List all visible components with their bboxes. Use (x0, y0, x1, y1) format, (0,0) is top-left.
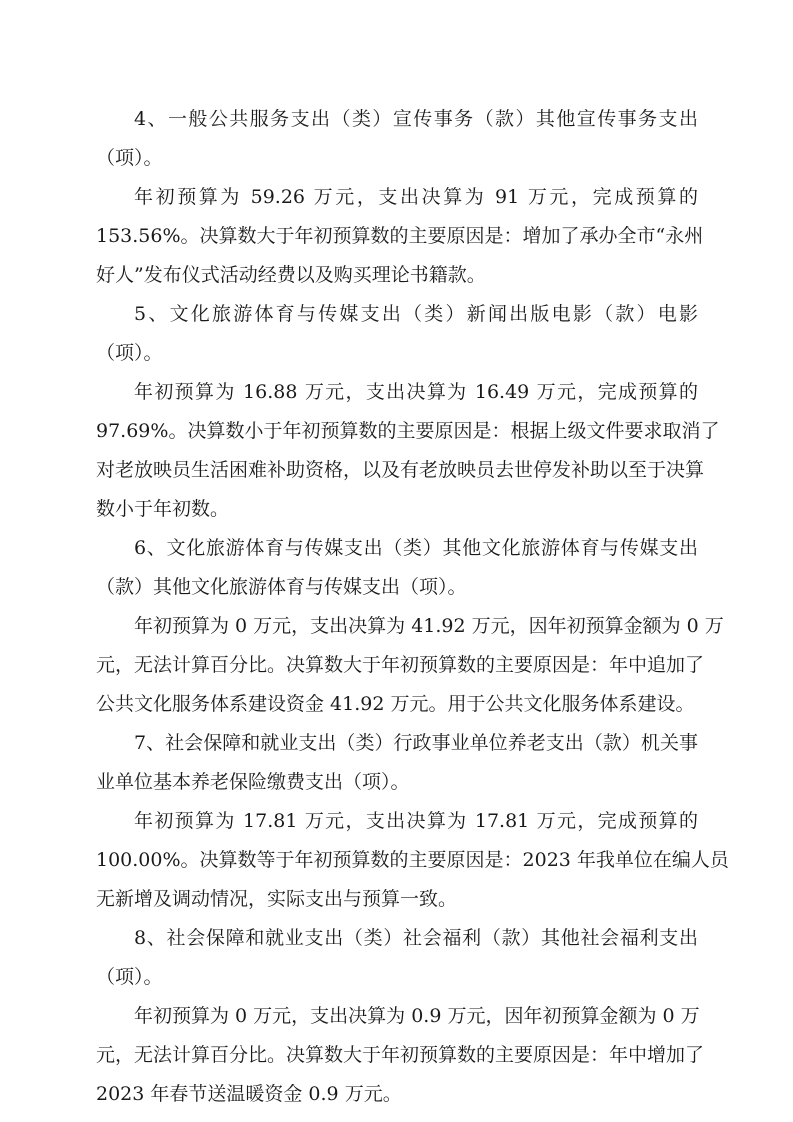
section-8-body-line-2: 元，无法计算百分比。决算数大于年初预算数的主要原因是：年中增加了 (96, 1044, 705, 1066)
section-5-heading-line-2: （项）。 (96, 342, 163, 364)
section-4-body-line-1: 年初预算为 59.26 万元，支出决算为 91 万元，完成预算的 (134, 186, 698, 208)
section-4-heading-line-2: （项）。 (96, 147, 163, 169)
section-7-heading-line-2: 业单位基本养老保险缴费支出（项）。 (96, 771, 410, 793)
section-6-body-line-3: 公共文化服务体系建设资金 41.92 万元。用于公共文化服务体系建设。 (96, 693, 695, 715)
section-4-body-line-2: 153.56%。决算数大于年初预算数的主要原因是：增加了承办全市“永州 (96, 225, 704, 247)
section-6-body-line-1: 年初预算为 0 万元，支出决算为 41.92 万元，因年初预算金额为 0 万 (134, 615, 724, 637)
section-6-body-line-2: 元，无法计算百分比。决算数大于年初预算数的主要原因是：年中追加了 (96, 654, 705, 676)
section-5-heading-line-1: 5、文化旅游体育与传媒支出（类）新闻出版电影（款）电影 (134, 303, 698, 325)
section-8-body-line-1: 年初预算为 0 万元，支出决算为 0.9 万元，因年初预算金额为 0 万 (134, 1005, 700, 1027)
section-7-heading-line-1: 7、社会保障和就业支出（类）行政事业单位养老支出（款）机关事 (134, 732, 698, 754)
section-5-body-line-3: 对老放映员生活困难补助资格，以及有老放映员去世停发补助以至于决算 (96, 459, 705, 481)
section-7-body-line-1: 年初预算为 17.81 万元，支出决算为 17.81 万元，完成预算的 (134, 810, 698, 832)
section-6-heading-line-2: （款）其他文化旅游体育与传媒支出（项）。 (96, 576, 467, 598)
section-7-body-line-2: 100.00%。决算数等于年初预算数的主要原因是：2023 年我单位在编人员 (96, 849, 729, 871)
section-6-heading-line-1: 6、文化旅游体育与传媒支出（类）其他文化旅游体育与传媒支出 (134, 537, 698, 559)
section-4-heading-line-1: 4、一般公共服务支出（类）宣传事务（款）其他宣传事务支出 (134, 108, 698, 130)
section-8-body-line-3: 2023 年春节送温暖资金 0.9 万元。 (96, 1083, 402, 1105)
section-8-heading-line-1: 8、社会保障和就业支出（类）社会福利（款）其他社会福利支出 (134, 927, 698, 949)
section-7-body-line-3: 无新增及调动情况，实际支出与预算一致。 (96, 888, 458, 910)
section-5-body-line-1: 年初预算为 16.88 万元，支出决算为 16.49 万元，完成预算的 (134, 381, 698, 403)
section-5-body-line-4: 数小于年初数。 (96, 498, 230, 520)
section-8-heading-line-2: （项）。 (96, 966, 163, 988)
section-5-body-line-2: 97.69%。决算数小于年初预算数的主要原因是：根据上级文件要求取消了 (96, 420, 720, 442)
section-4-body-line-3: 好人”发布仪式活动经费以及购买理论书籍款。 (96, 264, 486, 286)
